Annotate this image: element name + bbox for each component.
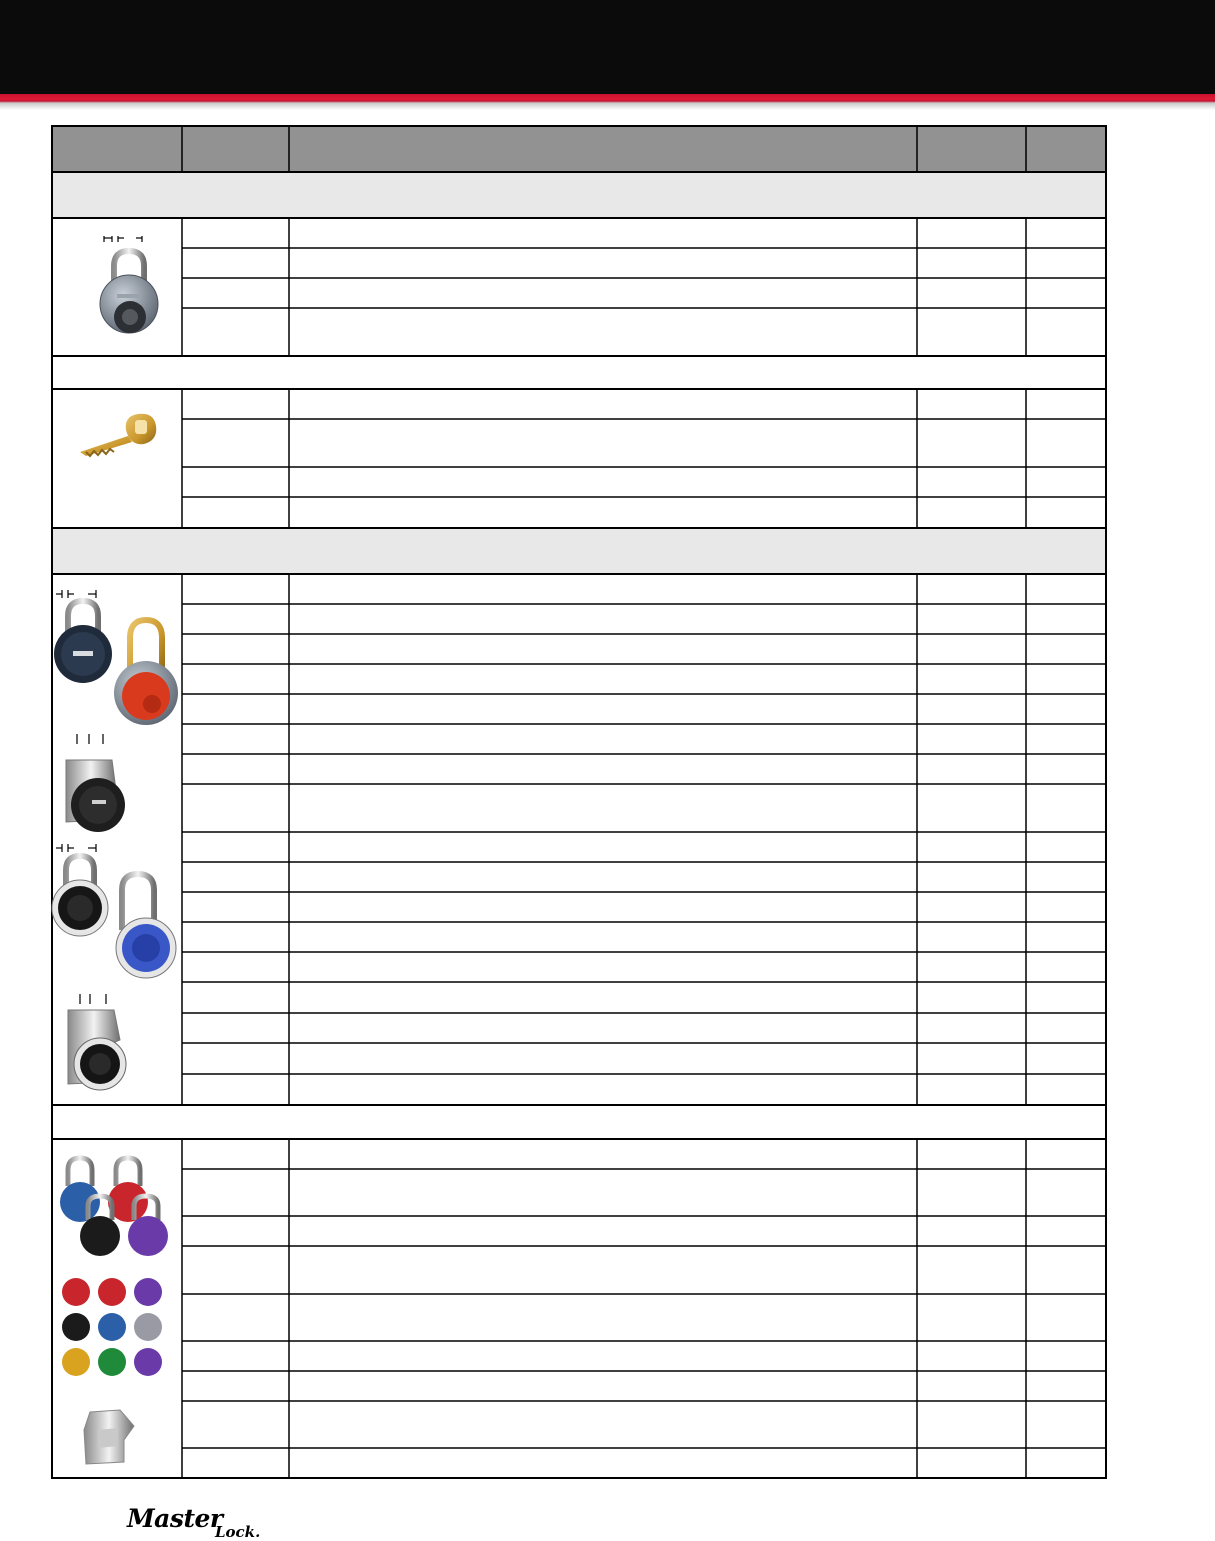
logo-wordmark: Master [127,1504,223,1533]
control-key-icon [80,414,156,456]
group-1-rows [182,218,1106,356]
section-band [52,356,1106,388]
section-band-title [52,172,1106,218]
chrome-bracket-icon [84,1410,134,1464]
group-4-rows [182,1139,1106,1478]
table-header-row [52,126,1106,172]
section-band [52,1105,1106,1139]
table-border [52,126,1106,1478]
group-2-rows [182,389,1106,528]
colored-dial-padlocks-icon [60,1158,168,1256]
combination-padlock-icon [100,236,158,333]
letter-dial-padlocks-icon [52,844,176,978]
master-lock-logo [127,1504,277,1540]
group-3-rows [182,574,1106,1105]
section-band-title [52,528,1106,574]
dial-color-swatches-icon [62,1278,162,1376]
logo-wordmark-lock: Lock. [215,1523,261,1541]
built-in-combination-lock-icon [66,734,125,832]
built-in-letter-lock-icon [68,994,126,1090]
combination-padlocks-built-in-icon [54,590,178,725]
